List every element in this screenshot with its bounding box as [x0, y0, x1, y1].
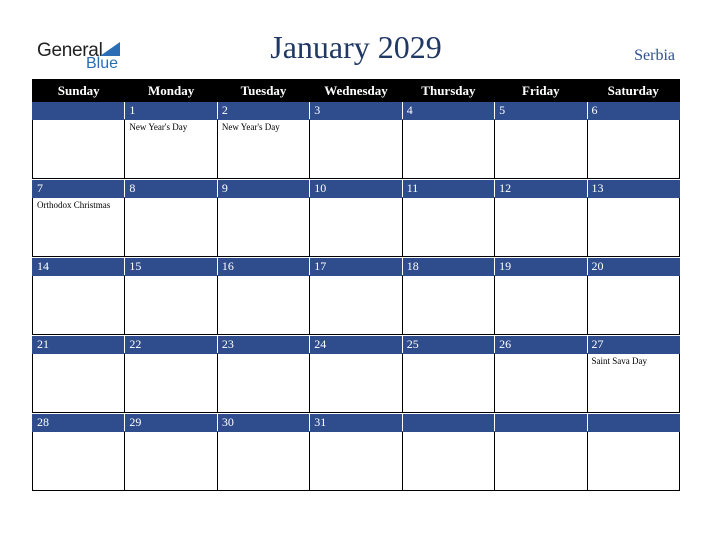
day-event	[310, 198, 402, 257]
day-event	[217, 354, 309, 413]
day-event	[587, 432, 679, 491]
day-event: Saint Sava Day	[587, 354, 679, 413]
day-event: New Year's Day	[217, 120, 309, 179]
day-number: 25	[402, 336, 494, 354]
day-event	[125, 198, 217, 257]
day-number: 22	[125, 336, 217, 354]
day-event	[310, 276, 402, 335]
day-number: 17	[310, 258, 402, 276]
weekday-header-row	[33, 80, 680, 102]
day-event	[587, 198, 679, 257]
day-event	[402, 354, 494, 413]
day-event	[217, 432, 309, 491]
day-number: 5	[495, 102, 587, 120]
day-event	[495, 120, 587, 179]
day-event	[495, 432, 587, 491]
day-event	[495, 276, 587, 335]
day-event: Orthodox Christmas	[33, 198, 125, 257]
day-number: 3	[310, 102, 402, 120]
day-number: 9	[217, 180, 309, 198]
week-number-row	[33, 102, 680, 120]
calendar-grid	[32, 79, 680, 491]
day-number: 29	[125, 414, 217, 432]
day-number: 21	[33, 336, 125, 354]
day-number: 13	[587, 180, 679, 198]
weekday-wednesday: Wednesday	[310, 80, 402, 102]
week-event-row	[33, 354, 680, 413]
day-number: 26	[495, 336, 587, 354]
day-number	[495, 414, 587, 432]
day-event	[402, 120, 494, 179]
day-number: 1	[125, 102, 217, 120]
week-number-row	[33, 258, 680, 276]
day-event	[587, 276, 679, 335]
day-event	[125, 354, 217, 413]
day-event	[33, 120, 125, 179]
logo-text-blue: Blue	[86, 55, 119, 72]
day-event	[217, 276, 309, 335]
day-event	[402, 198, 494, 257]
day-number: 24	[310, 336, 402, 354]
day-number: 23	[217, 336, 309, 354]
day-number: 4	[402, 102, 494, 120]
logo-text-general: General	[37, 40, 103, 61]
day-event	[402, 432, 494, 491]
day-event	[217, 198, 309, 257]
day-event	[125, 432, 217, 491]
week-number-row	[33, 414, 680, 432]
day-number: 28	[33, 414, 125, 432]
day-event	[33, 354, 125, 413]
day-number: 30	[217, 414, 309, 432]
weekday-thursday: Thursday	[402, 80, 494, 102]
day-number: 20	[587, 258, 679, 276]
weekday-monday: Monday	[125, 80, 217, 102]
day-number: 7	[33, 180, 125, 198]
day-number: 18	[402, 258, 494, 276]
country-label: Serbia	[634, 47, 675, 64]
day-event	[495, 198, 587, 257]
week-event-row	[33, 276, 680, 335]
day-event	[125, 276, 217, 335]
day-number: 8	[125, 180, 217, 198]
day-number: 6	[587, 102, 679, 120]
day-number: 15	[125, 258, 217, 276]
day-number: 19	[495, 258, 587, 276]
day-event	[310, 120, 402, 179]
calendar-title: January 2029	[270, 29, 442, 65]
weekday-friday: Friday	[495, 80, 587, 102]
day-event	[33, 432, 125, 491]
day-number: 10	[310, 180, 402, 198]
day-number	[587, 414, 679, 432]
day-number: 14	[33, 258, 125, 276]
day-number	[33, 102, 125, 120]
day-number: 31	[310, 414, 402, 432]
weekday-sunday: Sunday	[33, 80, 125, 102]
day-number: 11	[402, 180, 494, 198]
day-number: 27	[587, 336, 679, 354]
day-number	[402, 414, 494, 432]
day-event	[310, 432, 402, 491]
week-event-row	[33, 432, 680, 491]
day-event	[402, 276, 494, 335]
week-number-row	[33, 336, 680, 354]
week-number-row	[33, 180, 680, 198]
weekday-tuesday: Tuesday	[217, 80, 309, 102]
day-event	[587, 120, 679, 179]
day-event	[310, 354, 402, 413]
week-event-row	[33, 120, 680, 179]
day-number: 12	[495, 180, 587, 198]
day-number: 2	[217, 102, 309, 120]
day-event: New Year's Day	[125, 120, 217, 179]
day-event	[33, 276, 125, 335]
day-event	[495, 354, 587, 413]
weekday-saturday: Saturday	[587, 80, 679, 102]
day-number: 16	[217, 258, 309, 276]
week-event-row	[33, 198, 680, 257]
